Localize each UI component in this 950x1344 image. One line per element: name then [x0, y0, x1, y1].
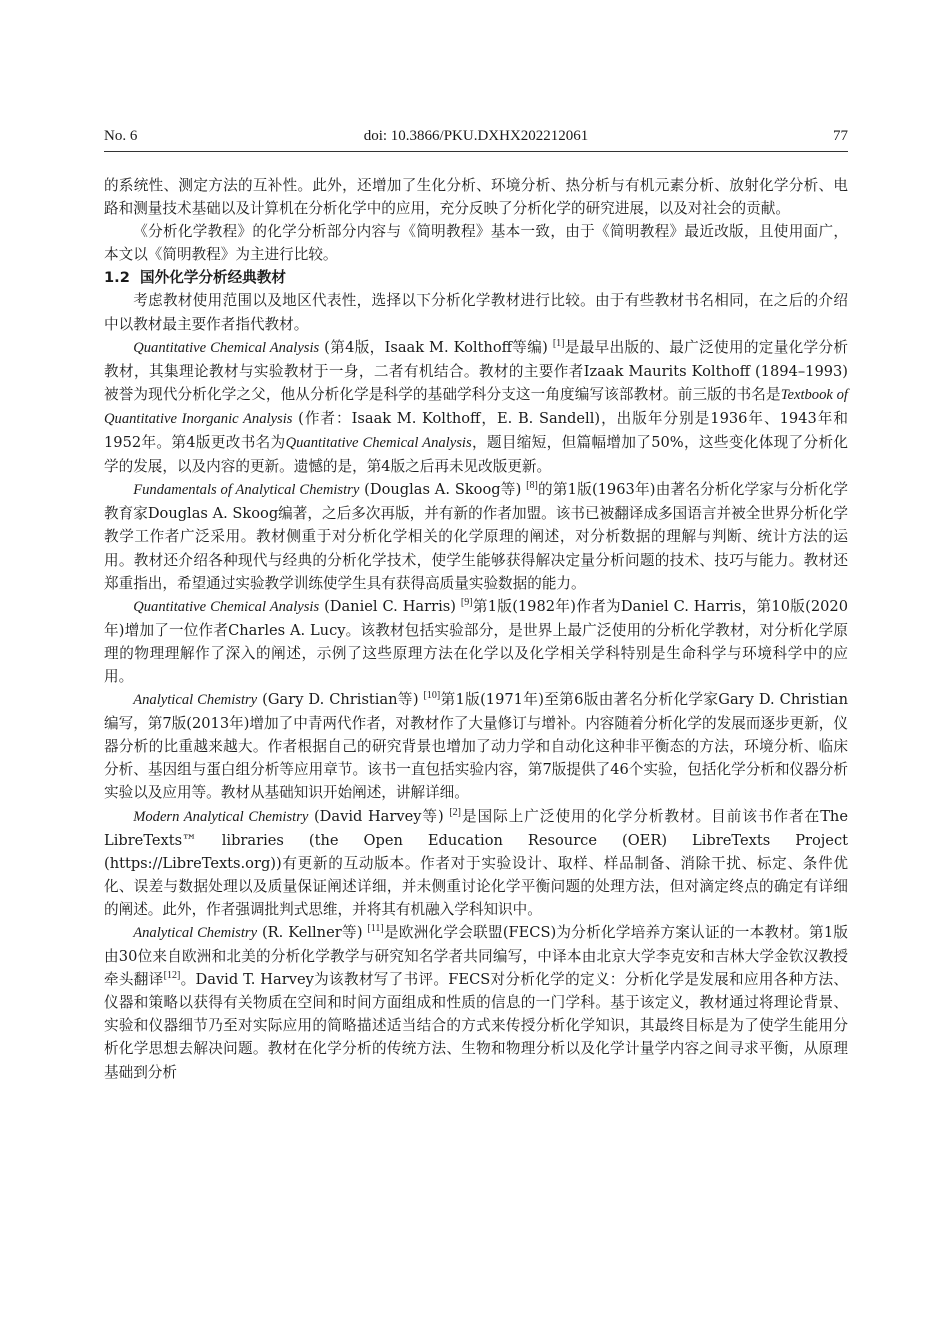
article-body [104, 174, 848, 1084]
running-header [104, 124, 848, 150]
citation: [11] [367, 923, 384, 935]
book-title: Analytical Chemistry [133, 925, 258, 941]
book-title: Modern Analytical Chemistry [133, 808, 309, 825]
paragraph-intro-tail: 的系统性、测定方法的互补性。此外，还增加了生化分析、环境分析、热分析与有机元素分析、放射化学分析、电路和测量技术基础以及计算机在分析化学中的应用，充分反映了分析化学的研究进展，以及对社会的贡献。 [104, 177, 848, 218]
page-number: 77 [833, 128, 848, 144]
book-title: Fundamentals of Analytical Chemistry [133, 482, 360, 499]
citation: [8] [526, 480, 538, 492]
citation: [9] [460, 596, 473, 608]
paragraph-selection: 考虑教材使用范围以及地区代表性，选择以下分析化学教材进行比较。由于有些教材书名相同，在之后的介绍中以教材最主要作者指代教材。 [104, 292, 848, 333]
book-title: Quantitative Chemical Analysis [285, 435, 472, 452]
paragraph-kolthoff: Quantitative Chemical Analysis (第4版，Isaak M. Kolthoff等编) [1]是最早出版的、最广泛使用的定量化学分析教材，其集理论教材与实验教材于一身，二者有机结合。教材的主要作者Izaak Maurits Kolthoff (1894–1993)被誉为现代分析化学之父，他从分析化学是科学的基础学科分支这一角度编写该部教材。前三版的书名是Textbook of Quantitative Inorganic Analysis (作者：Isaak M. Kolthoff，E. B. Sandell)，出版年分别是1936年、1943年和1952年。第4版更改书名为Quantitative Chemical Analysis，题目缩短，但篇幅增加了50%，这些变化体现了分析化学的发展，以及内容的更新。遗憾的是，第4版之后再未见改版更新。 [104, 337, 848, 476]
citation: [1] [552, 337, 565, 349]
book-title: Textbook of Quantitative Inorganic Analysis [104, 386, 848, 427]
section-heading [104, 266, 848, 289]
book-title: Quantitative Chemical Analysis [133, 598, 320, 615]
issue-number: No. 6 [104, 128, 138, 144]
doi: doi: 10.3866/PKU.DXHX202212061 [363, 128, 589, 144]
citation: [12] [163, 970, 181, 982]
paragraph-compare: 《分析化学教程》的化学分析部分内容与《简明教程》基本一致，由于《简明教程》最近改版，且使用面广，本文以《简明教程》为主进行比较。 [104, 223, 848, 264]
header-rule [104, 151, 848, 152]
paragraph-kellner: Analytical Chemistry (R. Kellner等) [11]是欧洲化学会联盟(FECS)为分析化学培养方案认证的一本教材。第1版由30位来自欧洲和北美的分析化学教学与研究知名学者共同编写，中译本由北京大学李克安和吉林大学金钦汉教授牵头翻译[12]。David T. Harvey为该教材写了书评。FECS对分析化学的定义：分析化学是发展和应用各种方法、仪器和策略以获得有关物质在空间和时间方面组成和性质的信息的一门学科。基于该定义，教材通过将理论背景、实验和仪器细节乃至对实际应用的简略描述适当结合的方式来传授分析化学知识，其最终目标是为了使学生能用分析化学思想去解决问题。教材在化学分析的传统方法、生物和物理分析以及化学计量学内容之间寻求平衡，从原理基础到分析 [104, 923, 848, 1081]
section-title: 国外化学分析经典教材 [140, 269, 286, 287]
citation: [10] [423, 690, 441, 702]
section-number: 1.2 [104, 269, 130, 287]
book-title: Analytical Chemistry [133, 692, 258, 709]
paragraph-harvey: Modern Analytical Chemistry (David Harvey等) [2]是国际上广泛使用的化学分析教材。目前该书作者在The LibreTexts™ libraries (the Open Education Resource (OER) LibreTexts Project (https://LibreTexts.org))有更新的互动版本。作者对于实验设计、取样、样品制备、消除干扰、标定、条件优化、误差与数据处理以及质量保证阐述详细，并未侧重讨论化学平衡问题的处理方法，但对滴定终点的确定有详细的阐述。此外，作者强调批判式思维，并将其有机融入学科知识中。 [104, 806, 848, 918]
citation: [2] [449, 806, 462, 818]
paragraph-christian: Analytical Chemistry (Gary D. Christian等) [10]第1版(1971年)至第6版由著名分析化学家Gary D. Christian编写，第7版(2013年)增加了中青两代作者，对教材作了大量修订与增补。内容随着分析化学的发展而逐步更新，仪器分析的比重越来越大。作者根据自己的研究背景也增加了动力学和自动化这种非平衡态的方法，环境分析、临床分析、基因组与蛋白组分析等应用章节。该书一直包括实验内容，第7版提供了46个实验，包括化学分析和仪器分析实验以及应用等。教材从基础知识开始阐述，讲解详细。 [104, 690, 849, 802]
paragraph-skoog: Fundamentals of Analytical Chemistry (Douglas A. Skoog等) [8]的第1版(1963年)由著名分析化学家与分析化学教育家Douglas A. Skoog编著，之后多次再版，并有新的作者加盟。该书已被翻译成多国语言并被全世界分析化学教学工作者广泛采用。教材侧重于对分析化学相关的化学原理的阐述，对分析数据的理解与判断、统计方法的运用。教材还介绍各种现代与经典的分析化学技术，使学生能够获得解决定量分析问题的技术、技巧与能力。教材还郑重指出，希望通过实验教学训练使学生具有获得高质量实验数据的能力。 [104, 480, 848, 592]
paragraph-harris: Quantitative Chemical Analysis (Daniel C. Harris) [9]第1版(1982年)作者为Daniel C. Harris，第10版(2020年)增加了一位作者Charles A. Lucy。该教材包括实验部分，是世界上最广泛使用的分析化学教材，对分析化学原理的物理理解作了深入的阐述，示例了这些原理方法在化学以及化学相关学科特别是生命科学与环境科学中的应用。 [104, 596, 848, 685]
book-title: Quantitative Chemical Analysis [133, 339, 320, 356]
